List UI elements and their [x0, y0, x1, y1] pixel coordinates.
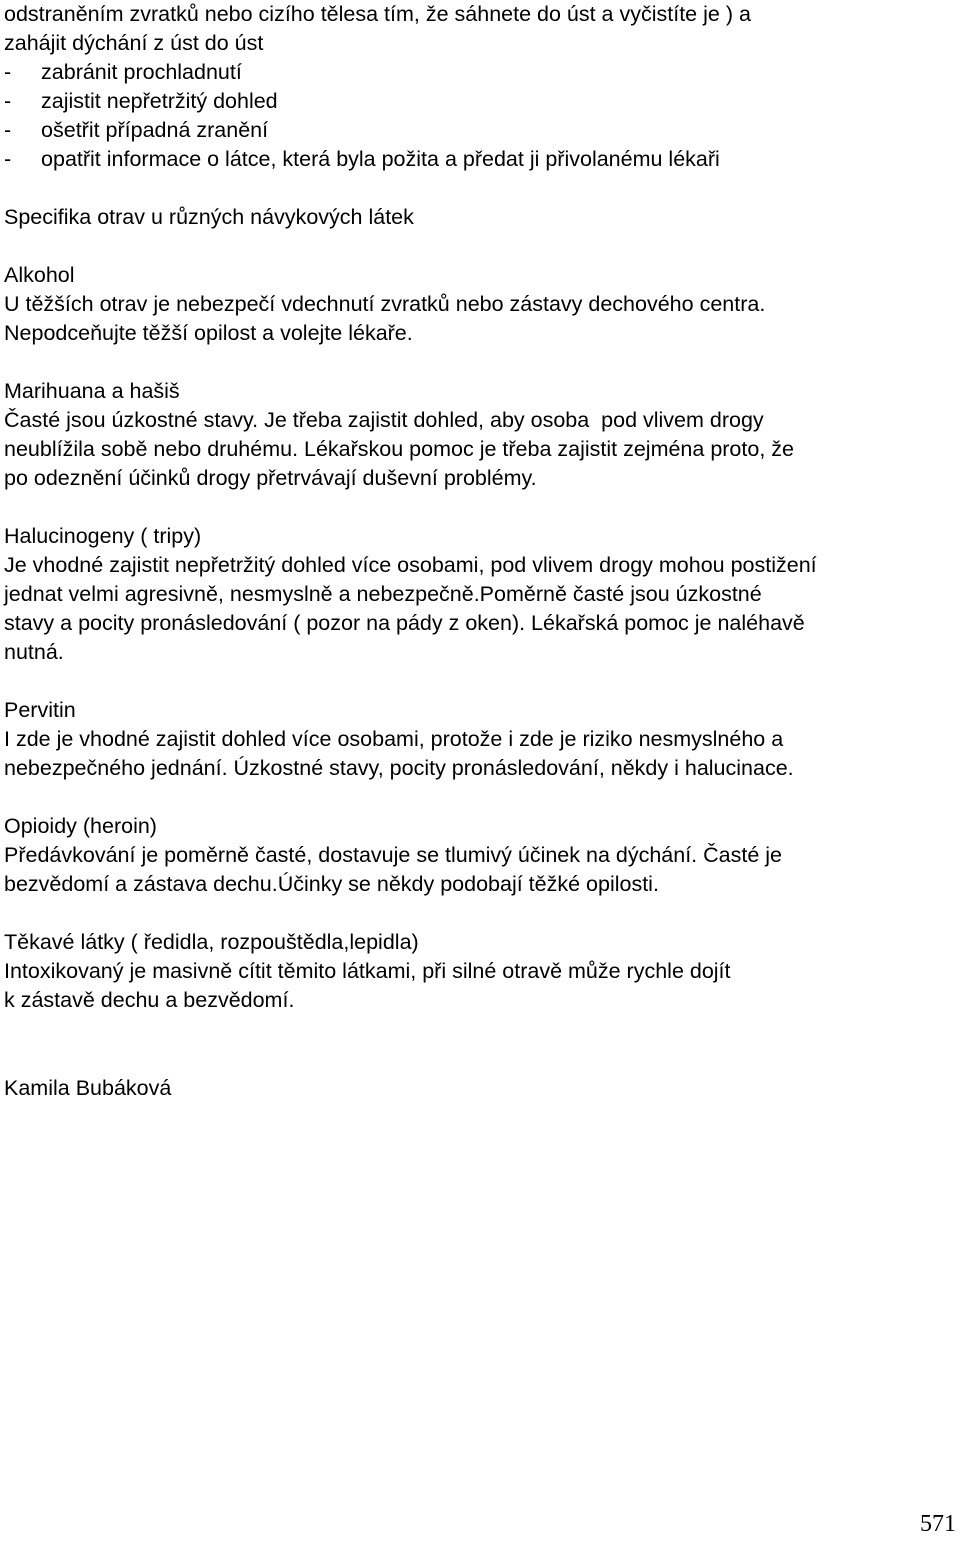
hallucinogens-text-line: Je vhodné zajistit nepřetržitý dohled více osobami, pod vlivem drogy mohou postižení	[4, 553, 817, 577]
author-name: Kamila Bubáková	[4, 1076, 172, 1100]
list-item: - zabránit prochladnutí	[4, 60, 242, 84]
volatiles-text-line: k zástavě dechu a bezvědomí.	[4, 988, 295, 1012]
opioids-heading: Opioidy (heroin)	[4, 814, 157, 838]
alcohol-text-line: U těžších otrav je nebezpečí vdechnutí zvratků nebo zástavy dechového centra.	[4, 292, 766, 316]
hallucinogens-text-line: nutná.	[4, 640, 64, 664]
marihuana-heading: Marihuana a hašiš	[4, 379, 180, 403]
hallucinogens-heading: Halucinogeny ( tripy)	[4, 524, 202, 548]
list-item: - ošetřit případná zranění	[4, 118, 269, 142]
marihuana-text-line: neublížila sobě nebo druhému. Lékařskou pomoc je třeba zajistit zejména proto, že	[4, 437, 794, 461]
opioids-text-line: bezvědomí a zástava dechu.Účinky se někdy podobají těžké opilosti.	[4, 872, 659, 896]
opioids-text-line: Předávkování je poměrně časté, dostavuje se tlumivý účinek na dýchání. Časté je	[4, 843, 782, 867]
list-item: - zajistit nepřetržitý dohled	[4, 89, 278, 113]
section-title: Specifika otrav u různých návykových látek	[4, 205, 414, 229]
volatiles-text-line: Intoxikovaný je masivně cítit těmito látkami, při silné otravě může rychle dojít	[4, 959, 731, 983]
pervitin-text-line: I zde je vhodné zajistit dohled více osobami, protože i zde je riziko nesmyslného a	[4, 727, 784, 751]
volatiles-heading: Těkavé látky ( ředidla, rozpouštědla,lepidla)	[4, 930, 419, 954]
marihuana-text-line: po odeznění účinků drogy přetrvávají duševní problémy.	[4, 466, 537, 490]
hallucinogens-text-line: jednat velmi agresivně, nesmyslně a nebezpečně.Poměrně časté jsou úzkostné	[4, 582, 762, 606]
pervitin-heading: Pervitin	[4, 698, 76, 722]
page-number: 571	[920, 1511, 956, 1537]
intro-line: zahájit dýchání z úst do úst	[4, 31, 264, 55]
list-item: - opatřit informace o látce, která byla požita a předat ji přivolanému lékaři	[4, 147, 720, 171]
alcohol-heading: Alkohol	[4, 263, 75, 287]
alcohol-text-line: Nepodceňujte těžší opilost a volejte lékaře.	[4, 321, 413, 345]
marihuana-text-line: Časté jsou úzkostné stavy. Je třeba zajistit dohled, aby osoba pod vlivem drogy	[4, 408, 764, 432]
intro-line: odstraněním zvratků nebo cizího tělesa tím, že sáhnete do úst a vyčistíte je ) a	[4, 2, 751, 26]
pervitin-text-line: nebezpečného jednání. Úzkostné stavy, pocity pronásledování, někdy i halucinace.	[4, 756, 794, 780]
hallucinogens-text-line: stavy a pocity pronásledování ( pozor na pády z oken). Lékařská pomoc je naléhavě	[4, 611, 805, 635]
